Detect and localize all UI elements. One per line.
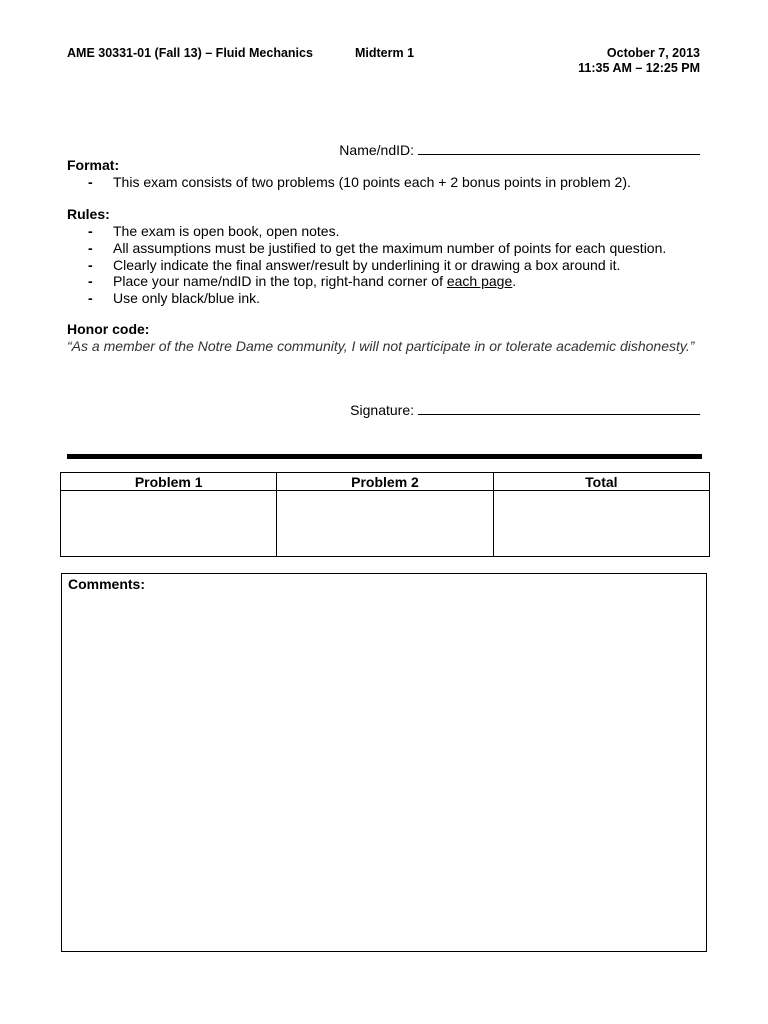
rule-item: - All assumptions must be justified to get the maximum number of points for each question. bbox=[88, 239, 667, 256]
rule-item: - Use only black/blue ink. bbox=[88, 290, 261, 307]
each-page-underlined: each page bbox=[446, 273, 513, 290]
exam-date: October 7, 2013 bbox=[606, 46, 700, 60]
honor-code-heading: Honor code: bbox=[67, 321, 150, 337]
signature-blank-line[interactable] bbox=[418, 402, 700, 415]
score-table bbox=[60, 472, 710, 557]
problem-2-header: Problem 2 bbox=[277, 473, 493, 491]
name-field[interactable] bbox=[339, 142, 700, 158]
comments-box[interactable] bbox=[61, 573, 707, 952]
rule-item: - The exam is open book, open notes. bbox=[88, 223, 340, 239]
problem-1-header: Problem 1 bbox=[61, 473, 277, 491]
rule-item: - Place your name/ndID in the top, right-hand corner of each page. bbox=[88, 273, 517, 290]
exam-time: 11:35 AM – 12:25 PM bbox=[578, 61, 700, 75]
divider-rule bbox=[67, 454, 702, 459]
format-list bbox=[67, 174, 631, 191]
rules-heading: Rules: bbox=[67, 206, 110, 222]
total-header: Total bbox=[493, 473, 709, 491]
format-heading: Format: bbox=[67, 157, 120, 173]
name-blank-line[interactable] bbox=[418, 142, 700, 155]
signature-label: Signature: bbox=[350, 402, 414, 418]
course-title: AME 30331-01 (Fall 13) – Fluid Mechanics bbox=[67, 46, 313, 60]
name-label: Name/ndID: bbox=[339, 142, 414, 158]
exam-title: Midterm 1 bbox=[355, 46, 415, 60]
total-score-cell[interactable] bbox=[493, 491, 709, 557]
exam-datetime bbox=[578, 46, 700, 76]
format-item: - This exam consists of two problems (10 points each + 2 bonus points in problem 2). bbox=[88, 174, 631, 190]
honor-code-quote: “As a member of the Notre Dame community, I will not participate in or tolerate academic dishonesty.” bbox=[67, 338, 695, 354]
rules-list bbox=[67, 223, 666, 307]
comments-label: Comments: bbox=[68, 576, 146, 592]
problem-2-score-cell[interactable] bbox=[277, 491, 493, 557]
signature-field[interactable] bbox=[350, 402, 700, 418]
rule-item: - Clearly indicate the final answer/result by underlining it or drawing a box around it. bbox=[88, 256, 621, 273]
problem-1-score-cell[interactable] bbox=[61, 491, 277, 557]
